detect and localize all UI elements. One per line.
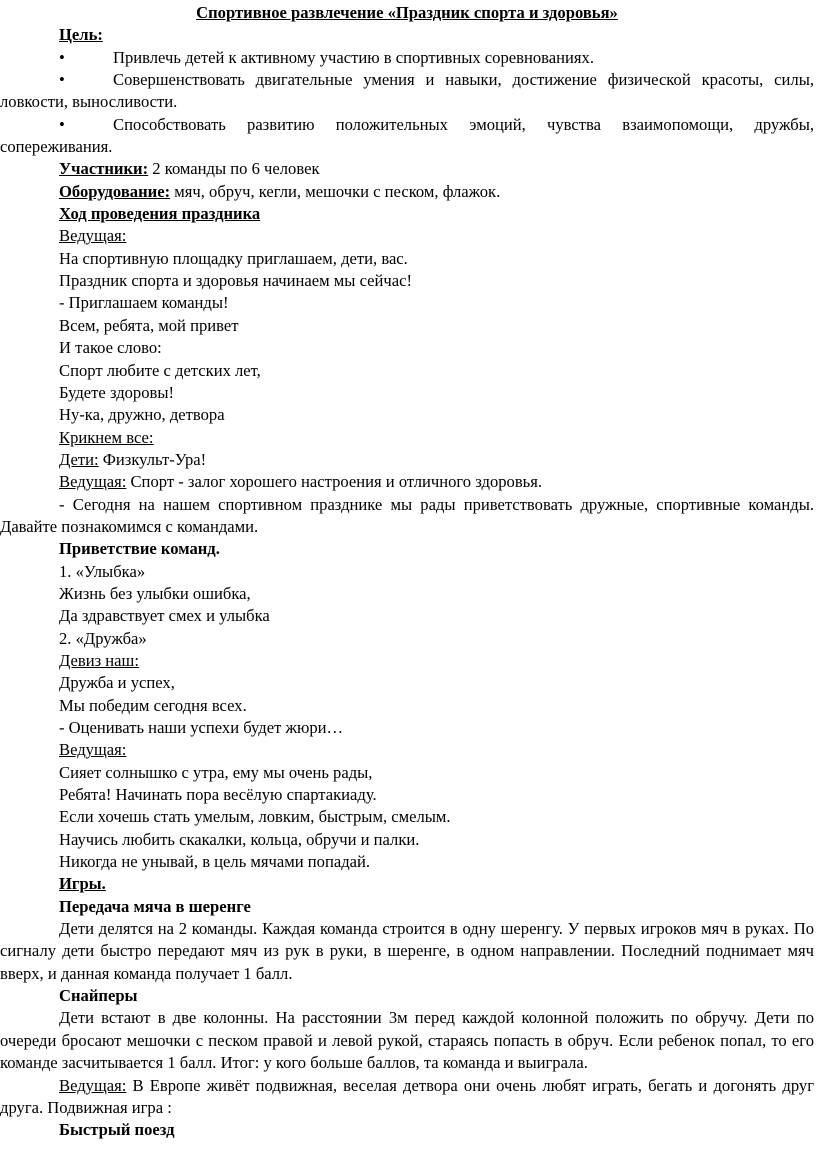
poem-line: Ребята! Начинать пора весёлую спартакиаду.: [59, 785, 377, 805]
goal-label: Цель:: [59, 25, 103, 45]
team-line: 1. «Улыбка»: [59, 561, 146, 581]
participants-text: 2 команды по 6 человек: [148, 159, 320, 179]
children-label: Дети:: [59, 449, 99, 469]
game-description: Дети делятся на 2 команды. Каждая команда строится в одну шеренгу. У первых игроков мяч в руках. По сигналу дети быстро передают мяч из рук в руки, в шеренге, в одном направлении. Последний поднимает мяч вверх, и данная команда получает 1 балл.: [0, 919, 814, 983]
participants-label: Участники:: [59, 159, 149, 179]
poem-line: Если хочешь стать умелым, ловким, быстрым, смелым.: [59, 807, 451, 827]
team-line: Жизнь без улыбки ошибка,: [59, 583, 251, 603]
equipment-line: [0, 181, 816, 203]
greeting-heading: Приветствие команд.: [59, 539, 220, 559]
shout-label: Крикнем все:: [59, 427, 154, 447]
course-heading: Ход проведения праздника: [59, 204, 261, 224]
children-line: [0, 449, 816, 471]
team-line: Да здравствует смех и улыбка: [59, 606, 270, 626]
game-title: Быстрый поезд: [59, 1120, 175, 1140]
poem-line: - Приглашаем команды!: [59, 293, 229, 313]
equipment-label: Оборудование:: [59, 181, 171, 201]
poem-line: На спортивную площадку приглашаем, дети, вас.: [59, 248, 408, 268]
host-line: [0, 471, 816, 493]
motto-label: Девиз наш:: [59, 650, 139, 670]
bullet-item: • Способствовать развитию положительных эмоций, чувства взаимопомощи, дружбы, сопереживания.: [0, 114, 814, 157]
equipment-text: мяч, обруч, кегли, мешочки с песком, флажок.: [170, 181, 501, 201]
games-heading: Игры.: [59, 874, 106, 894]
bullet-dot-icon: •: [59, 114, 65, 134]
host-label: Ведущая:: [59, 226, 127, 246]
bullet-dot-icon: •: [59, 70, 65, 90]
welcome-paragraph: - Сегодня на нашем спортивном празднике мы рады приветствовать дружные, спортивные команды. Давайте познакомимся с командами.: [0, 494, 814, 536]
team-line: Мы победим сегодня всех.: [59, 695, 247, 715]
poem-line: Будете здоровы!: [59, 382, 175, 402]
host-label: Ведущая:: [59, 740, 127, 760]
poem-line: Спорт любите с детских лет,: [59, 360, 261, 380]
poem-line: Сияет солнышко с утра, ему мы очень рады,: [59, 762, 373, 782]
bullet-item: • Привлечь детей к активному участию в спортивных соревнованиях.: [0, 47, 816, 69]
poem-line: И такое слово:: [59, 338, 162, 358]
team-line: Дружба и успех,: [59, 673, 175, 693]
poem-line: Научись любить скакалки, кольца, обручи и палки.: [59, 829, 420, 849]
game-description: Дети встают в две колонны. На расстоянии 3м перед каждой колонной положить по обручу. Дети по очереди бросают мешочки с песком правой и левой рукой, стараясь попасть в обруч. Если ребенок попал, то его команде засчитывается 1 балл. Итог: у кого больше баллов, та команда и выиграла.: [0, 1008, 814, 1073]
poem-line: Праздник спорта и здоровья начинаем мы сейчас!: [59, 271, 412, 291]
team-line: - Оценивать наши успехи будет жюри…: [59, 718, 344, 737]
host-text: В Европе живёт подвижная, веселая детвора они очень любят играть, бегать и догонять друг друга. Подвижная игра :: [0, 1075, 814, 1117]
page-title: Спортивное развлечение «Праздник спорта и здоровья»: [196, 3, 618, 22]
host-label: Ведущая:: [59, 1075, 127, 1095]
children-text: Физкульт-Ура!: [98, 449, 207, 469]
poem-line: Никогда не унывай, в цель мячами попадай.: [59, 852, 371, 872]
bullet-dot-icon: •: [59, 47, 65, 67]
participants-line: [0, 158, 816, 180]
game-title: Передача мяча в шеренге: [59, 896, 251, 916]
poem-line: Всем, ребята, мой привет: [59, 315, 239, 335]
host-paragraph: [0, 1075, 816, 1120]
game-title: Снайперы: [59, 986, 138, 1006]
bullet-item: • Совершенствовать двигательные умения и навыки, достижение физической красоты, силы, ловкости, выносливости.: [0, 70, 814, 112]
host-text: Спорт - залог хорошего настроения и отличного здоровья.: [126, 472, 543, 492]
poem-line: Ну-ка, дружно, детвора: [59, 405, 225, 425]
host-label: Ведущая:: [59, 472, 127, 492]
team-line: 2. «Дружба»: [59, 628, 147, 648]
